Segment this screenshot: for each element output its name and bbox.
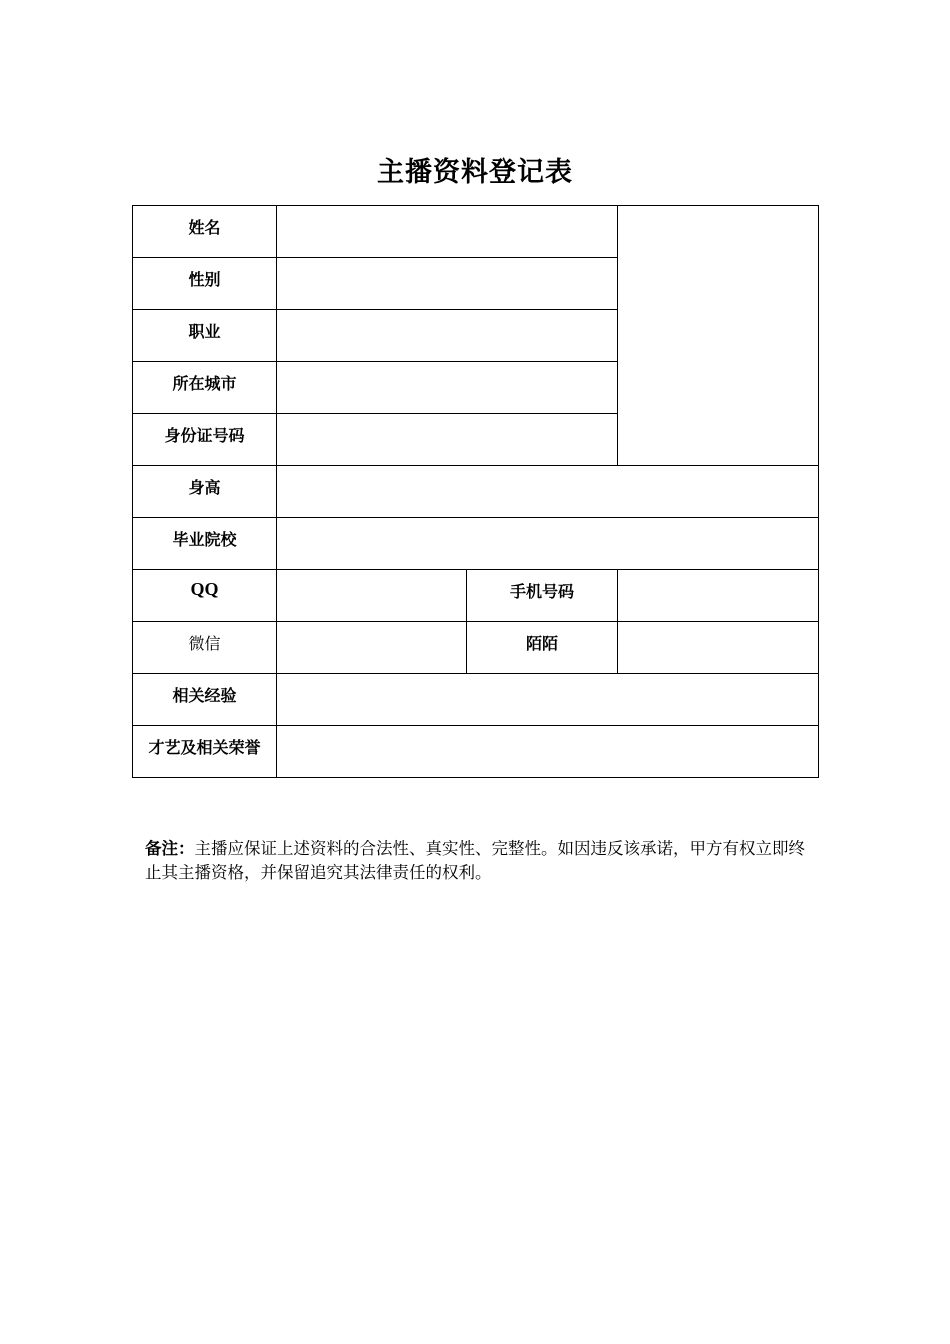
city-field[interactable]	[277, 362, 618, 414]
height-field[interactable]	[277, 466, 819, 518]
momo-field[interactable]	[618, 622, 819, 674]
registration-form-table	[132, 205, 819, 778]
document-title: 主播资料登记表	[377, 157, 573, 188]
name-field[interactable]	[277, 206, 618, 258]
form-row-wechat-momo	[133, 622, 819, 674]
gender-label: 性别	[133, 258, 277, 310]
school-field[interactable]	[277, 518, 819, 570]
form-row-school	[133, 518, 819, 570]
form-row-name	[133, 206, 819, 258]
occupation-label: 职业	[133, 310, 277, 362]
momo-label: 陌陌	[467, 622, 618, 674]
gender-field[interactable]	[277, 258, 618, 310]
phone-field[interactable]	[618, 570, 819, 622]
form-row-experience	[133, 674, 819, 726]
occupation-field[interactable]	[277, 310, 618, 362]
qq-label: QQ	[133, 570, 277, 622]
note-paragraph	[145, 837, 805, 885]
form-row-talents	[133, 726, 819, 778]
city-label: 所在城市	[133, 362, 277, 414]
phone-label: 手机号码	[467, 570, 618, 622]
name-label: 姓名	[133, 206, 277, 258]
form-row-height	[133, 466, 819, 518]
talents-field[interactable]	[277, 726, 819, 778]
height-label: 身高	[133, 466, 277, 518]
id-number-field[interactable]	[277, 414, 618, 466]
qq-field[interactable]	[277, 570, 467, 622]
note-text: 主播应保证上述资料的合法性、真实性、完整性。如因违反该承诺，甲方有权立即终止其主播资格，并保留追究其法律责任的权利。	[145, 839, 805, 882]
note-label: 备注：	[145, 839, 195, 858]
photo-box[interactable]	[618, 206, 819, 466]
experience-field[interactable]	[277, 674, 819, 726]
id-number-label: 身份证号码	[133, 414, 277, 466]
wechat-label: 微信	[133, 622, 277, 674]
talents-label: 才艺及相关荣誉	[133, 726, 277, 778]
experience-label: 相关经验	[133, 674, 277, 726]
wechat-field[interactable]	[277, 622, 467, 674]
school-label: 毕业院校	[133, 518, 277, 570]
form-row-qq-phone	[133, 570, 819, 622]
